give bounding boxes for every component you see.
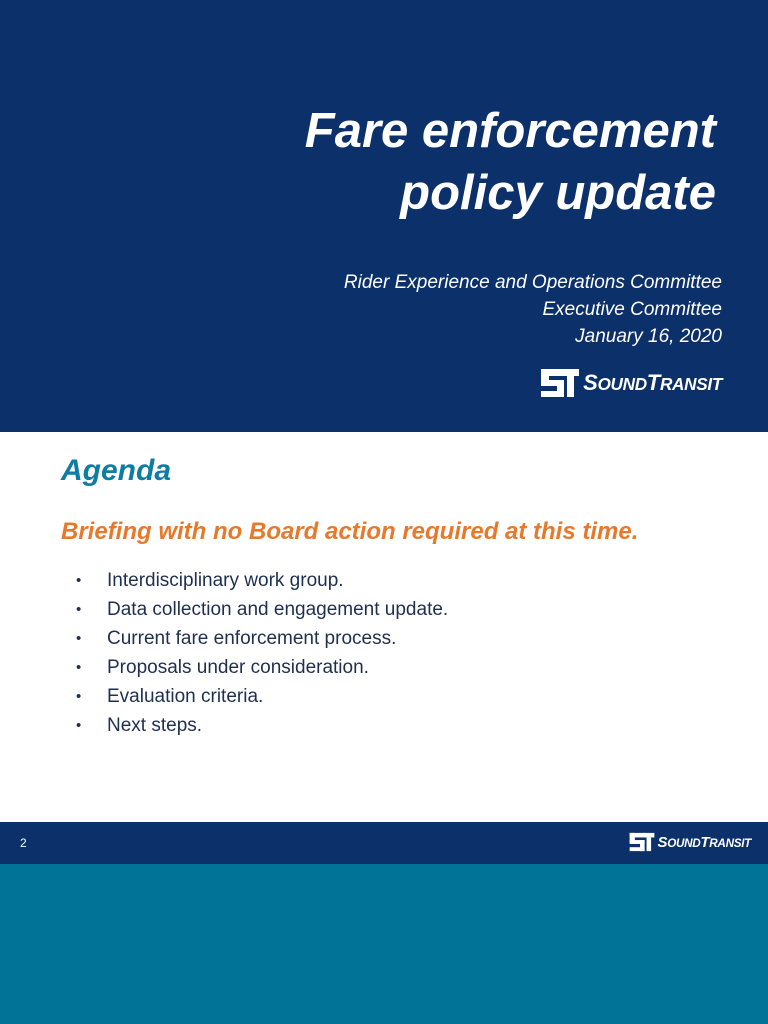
logo-wordmark bbox=[657, 834, 751, 851]
logo-letter-t: T bbox=[646, 370, 660, 395]
agenda-item-text: Data collection and engagement update. bbox=[107, 599, 449, 620]
agenda-slide bbox=[0, 432, 768, 864]
title-slide bbox=[0, 0, 768, 432]
logo-wordmark bbox=[583, 370, 722, 396]
executive-committee-line: Executive Committee bbox=[542, 299, 722, 320]
logo-letter-s: S bbox=[657, 833, 668, 851]
bullet-icon: • bbox=[76, 688, 82, 705]
committee-line: Rider Experience and Operations Committee bbox=[343, 272, 722, 293]
bullet-icon: • bbox=[76, 659, 82, 676]
bullet-icon: • bbox=[76, 717, 82, 734]
title-line-2: policy update bbox=[400, 166, 716, 220]
presentation-subtitle bbox=[122, 269, 722, 350]
sound-transit-logo bbox=[540, 368, 722, 398]
page-number: 2 bbox=[20, 836, 27, 850]
agenda-item bbox=[0, 595, 448, 624]
agenda-item bbox=[0, 566, 448, 595]
agenda-item-text: Next steps. bbox=[107, 715, 203, 736]
logo-text-ound: OUND bbox=[667, 836, 701, 850]
sound-transit-mark-icon bbox=[540, 368, 580, 398]
logo-text-ransit: RANSIT bbox=[659, 374, 722, 394]
agenda-item-text: Proposals under consideration. bbox=[107, 657, 369, 678]
slide-footer bbox=[0, 822, 768, 864]
presentation-date: January 16, 2020 bbox=[575, 326, 722, 347]
agenda-item-text: Current fare enforcement process. bbox=[107, 628, 397, 649]
agenda-item bbox=[0, 711, 448, 740]
agenda-item bbox=[0, 682, 448, 711]
title-line-1: Fare enforcement bbox=[304, 104, 716, 158]
bullet-icon: • bbox=[76, 601, 82, 618]
bullet-icon: • bbox=[76, 630, 82, 647]
agenda-note: Briefing with no Board action required at this time. bbox=[61, 518, 639, 545]
sound-transit-mark-icon bbox=[629, 832, 655, 852]
agenda-item bbox=[0, 653, 448, 682]
presentation-title bbox=[76, 100, 716, 224]
bullet-icon: • bbox=[76, 572, 82, 589]
agenda-list bbox=[0, 566, 448, 740]
logo-letter-t: T bbox=[700, 833, 710, 851]
agenda-item bbox=[0, 624, 448, 653]
footer-sound-transit-logo bbox=[629, 832, 751, 852]
agenda-item-text: Interdisciplinary work group. bbox=[107, 570, 344, 591]
logo-letter-s: S bbox=[583, 370, 598, 395]
agenda-item-text: Evaluation criteria. bbox=[107, 686, 264, 707]
agenda-heading: Agenda bbox=[61, 454, 172, 487]
logo-text-ound: OUND bbox=[597, 374, 647, 394]
logo-text-ransit: RANSIT bbox=[709, 836, 751, 850]
